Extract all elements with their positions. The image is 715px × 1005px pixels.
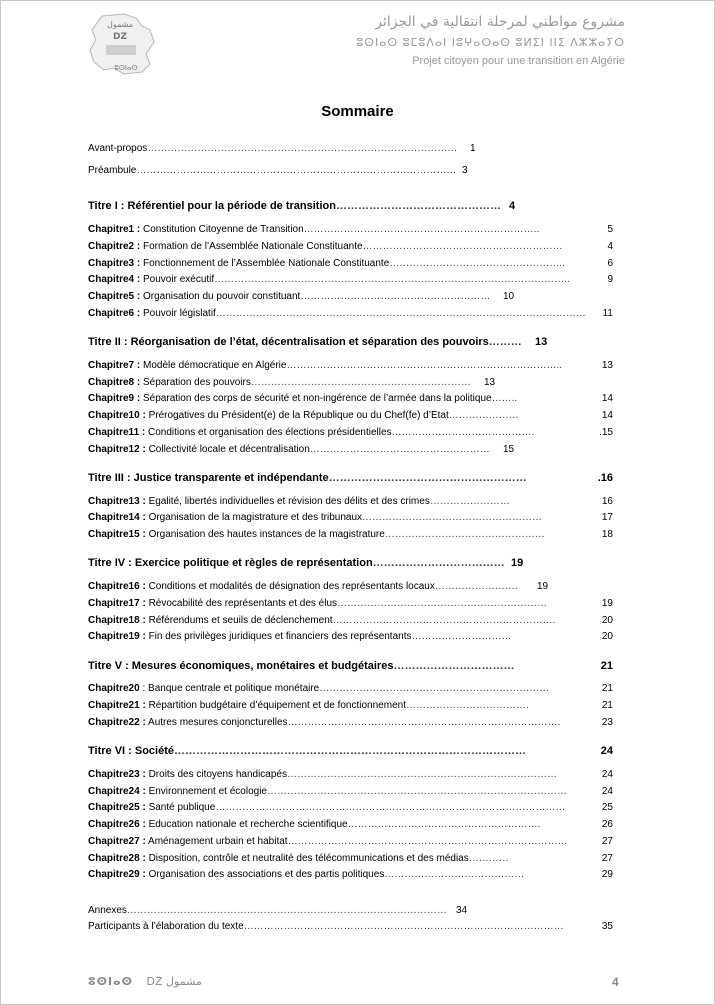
toc-chapter-number: Chapitre5 : (88, 291, 141, 302)
toc-page-number: 21 (601, 683, 613, 694)
toc-chapter-entry[interactable] (88, 802, 613, 818)
toc-entry-label (88, 512, 542, 523)
toc-entry-label (88, 427, 534, 438)
toc-entry-title: Santé publique (145, 802, 216, 813)
toc-page-number: 20 (601, 631, 613, 642)
toc-entry-title: Collectivité locale et décentralisation (145, 444, 310, 455)
toc-leader-dots: …………………………………………………………. (332, 615, 556, 626)
toc-entry-label (88, 745, 526, 757)
toc-leader-dots: …………………………………………………………….. (303, 224, 540, 235)
toc-page-number: 29 (601, 869, 613, 880)
toc-chapter-entry[interactable] (88, 512, 613, 528)
toc-chapter-number: Chapitre10 : (88, 410, 146, 421)
toc-page-number: 24 (600, 745, 613, 757)
toc-leader-dots: ……………………………………………… (362, 512, 543, 523)
toc-section-heading[interactable] (88, 336, 613, 352)
toc-entry-label (88, 836, 568, 847)
toc-chapter-entry[interactable] (88, 444, 613, 460)
toc-leader-dots: ……………………………… (372, 557, 505, 569)
toc-chapter-entry[interactable] (88, 700, 613, 716)
toc-leader-dots: …….. (491, 393, 518, 404)
toc-page-number: 35 (601, 921, 613, 932)
toc-leader-dots: …………………………… (393, 660, 515, 672)
toc-chapter-entry[interactable] (88, 717, 613, 733)
toc-entry-title: Titre I : Référentiel pour la période de transition (88, 200, 336, 212)
toc-page-number: 9 (607, 274, 613, 285)
toc-entry-label (88, 308, 586, 319)
toc-entry-label (88, 529, 545, 540)
toc-page-number: 3 (462, 165, 468, 176)
toc-leader-dots: ……………………. (434, 581, 518, 592)
toc-section-heading[interactable] (88, 200, 613, 216)
toc-leader-dots: …………………………………………………… (362, 241, 563, 252)
toc-entry-title: Titre II : Réorganisation de l’état, décentralisation et séparation des pouvoirs (88, 336, 489, 348)
toc-entry[interactable] (88, 905, 613, 921)
toc-chapter-number: Chapitre3 : (88, 258, 141, 269)
toc-leader-dots: ……………………………………………………………………….. (286, 360, 562, 371)
header-tifinagh: ⵓⵙⵏⴰⵙ ⵓⵎⵓⴷⴰⵏ ⵏⵓⵖⴰⵔⴰⵙ ⵓⵍⵉⵏ ⵏⵏⵉ ⴷⵣⵣⴰⵢⵔ (356, 36, 625, 49)
toc-leader-dots: ………………………………………………………………………………………………… (215, 308, 586, 319)
toc-entry-title: Organisation des associations et des partis politiques (145, 869, 385, 880)
toc-leader-dots: ……………………………………………………… (337, 598, 548, 609)
toc-leader-dots: ……………………………………………………………………… (286, 769, 557, 780)
header-arabic: مشروع مواطني لمرحلة انتقالية في الجزائر (375, 14, 625, 30)
toc-chapter-number: Chapitre21 : (88, 700, 146, 711)
toc-leader-dots: …………………………………… (384, 869, 525, 880)
toc-entry-title: Environnement et écologie (145, 786, 267, 797)
toc-entry-label (88, 241, 563, 252)
toc-section-heading[interactable] (88, 557, 613, 573)
toc-chapter-number: Chapitre13 : (88, 496, 146, 507)
toc-entry-label (88, 377, 471, 388)
toc-leader-dots: ………………………………………………… (300, 291, 491, 302)
toc-page-number: 23 (601, 717, 613, 728)
toc-chapter-number: Chapitre2 : (88, 241, 141, 252)
toc-entry-label (88, 200, 501, 212)
toc-page-number: 13 (535, 336, 548, 348)
toc-page-number: 16 (601, 496, 613, 507)
toc-page-number: 26 (601, 819, 613, 830)
toc-entry-title: Organisation de la magistrature et des tribunaux (145, 512, 363, 523)
toc-entry-label (88, 143, 457, 154)
toc-page-number: 27 (601, 853, 613, 864)
toc-page-number: 4 (509, 200, 516, 212)
toc-entry-label (88, 660, 514, 672)
toc-page-number: 6 (607, 258, 613, 269)
toc-entry-label (88, 598, 547, 609)
toc-entry-label (88, 819, 540, 830)
toc-entry-title: Conditions et organisation des élections présidentielles (145, 427, 392, 438)
toc-entry-label (88, 291, 490, 302)
toc-section-heading[interactable] (88, 660, 613, 676)
toc-chapter-number: Chapitre1 : (88, 224, 141, 235)
toc-chapter-entry[interactable] (88, 496, 613, 512)
toc-entry-title: Education nationale et recherche scientifique (145, 819, 348, 830)
toc-entry-label (88, 631, 512, 642)
toc-chapter-number: Chapitre6 : (88, 308, 141, 319)
toc-leader-dots: …………………………………………………………………………………… (243, 921, 564, 932)
toc-leader-dots: ………………………………. (405, 700, 529, 711)
toc-chapter-entry[interactable] (88, 683, 613, 699)
toc-entry-label (88, 224, 539, 235)
toc-leader-dots: …………………………………………………. (347, 819, 541, 830)
toc-chapter-entry[interactable] (88, 291, 613, 307)
toc-page-number: 13 (601, 360, 613, 371)
toc-entry-title: Droits des citoyens handicapés (145, 769, 287, 780)
toc-chapter-entry[interactable] (88, 631, 613, 647)
toc-entry-title: Révocabilité des représentants et des élus (145, 598, 338, 609)
toc-leader-dots: ………………………………………………………………………………… (147, 143, 458, 154)
logo (84, 12, 158, 78)
toc-entry-title: Titre V : Mesures économiques, monétaires et budgétaires (88, 660, 394, 672)
toc-leader-dots: …………………………………………………………………………………………….. (214, 274, 570, 285)
footer-tifinagh: ⵓⵙⵏⴰⵙ (88, 975, 134, 988)
toc-page-number: 19 (511, 557, 524, 569)
toc-chapter-number: Chapitre7 : (88, 360, 141, 371)
toc-leader-dots: ……… (488, 336, 522, 348)
toc-entry-title: Organisation des hautes instances de la magistrature (145, 529, 385, 540)
toc-entry-title: : Banque centrale et politique monétaire (139, 683, 320, 694)
toc-entry-label (88, 700, 529, 711)
toc-entry-title: Organisation du pouvoir constituant (140, 291, 301, 302)
toc-leader-dots: …………………………………………………………………………………… (136, 165, 457, 176)
toc-entry-label (88, 802, 565, 813)
toc-page-number: 14 (601, 410, 613, 421)
toc-page-number: 24 (601, 769, 613, 780)
toc-page-number: 10 (503, 291, 515, 302)
toc-page-number: 13 (484, 377, 496, 388)
toc-entry-title: Fonctionnement de l’Assemblée Nationale Constituante (140, 258, 390, 269)
toc-chapter-number: Chapitre18 : (88, 615, 146, 626)
logo-text-bottom: ⵓⵙⵏⴰⵙ (114, 64, 138, 72)
toc-entry-title: Référendums et seuils de déclenchement (145, 615, 333, 626)
toc-entry-label (88, 274, 570, 285)
toc-page-number: .15 (599, 427, 613, 438)
toc-entry[interactable] (88, 921, 613, 937)
toc-entry-title: Disposition, contrôle et neutralité des télécommunications et des médias (145, 853, 469, 864)
toc-entry-title: Pouvoir législatif (140, 308, 216, 319)
toc-leader-dots: ………………………… (411, 631, 512, 642)
toc-entry-title: Aménagement urbain et habitat (145, 836, 288, 847)
page-title: Sommaire (321, 103, 394, 120)
toc-chapter-entry[interactable] (88, 615, 613, 631)
toc-entry-title: Annexes (88, 905, 127, 916)
toc-entry-label (88, 393, 517, 404)
toc-leader-dots: …………………… (429, 496, 510, 507)
toc-entry-title: Séparation des pouvoirs (140, 377, 251, 388)
toc-leader-dots: ……………………………………………… (309, 444, 490, 455)
toc-entry-title: Préambule (88, 165, 137, 176)
toc-entry-label (88, 869, 524, 880)
toc-section-heading[interactable] (88, 472, 613, 488)
toc-entry-label (88, 786, 567, 797)
page-header (356, 14, 625, 67)
toc-page-number: 18 (601, 529, 613, 540)
toc-chapter-number: Chapitre12 : (88, 444, 146, 455)
toc-section-heading[interactable] (88, 745, 613, 761)
toc-leader-dots: …………………………………………………………………………………… (126, 905, 447, 916)
toc-page-number: 20 (601, 615, 613, 626)
toc-entry-title: Egalité, libertés individuelles et révision des délits et des crimes (145, 496, 430, 507)
toc-page-number: 1 (470, 143, 476, 154)
toc-page-number: 19 (537, 581, 549, 592)
toc-entry-label (88, 496, 510, 507)
toc-page-number: 24 (601, 786, 613, 797)
toc-chapter-entry[interactable] (88, 598, 613, 614)
toc-entry-title: Séparation des corps de sécurité et non-ingérence de l’armée dans la politique (140, 393, 492, 404)
toc-entry[interactable] (88, 143, 613, 159)
toc-entry-label (88, 557, 505, 569)
toc-entry-label (88, 360, 562, 371)
toc-page-number: 14 (601, 393, 613, 404)
toc-chapter-entry[interactable] (88, 393, 613, 409)
toc-entry[interactable] (88, 165, 613, 181)
toc-entry-label (88, 717, 560, 728)
toc-chapter-number: Chapitre19 : (88, 631, 146, 642)
toc-chapter-number: Chapitre25 : (88, 802, 146, 813)
toc-entry-title: Constitution Citoyenne de Transition (140, 224, 304, 235)
toc-chapter-number: Chapitre15 : (88, 529, 146, 540)
toc-chapter-number: Chapitre27 : (88, 836, 146, 847)
toc-leader-dots: ……………………………………. (391, 427, 535, 438)
toc-leader-dots: ……………………………………… (335, 200, 501, 212)
toc-entry-label (88, 683, 549, 694)
toc-chapter-entry[interactable] (88, 274, 613, 290)
toc-chapter-entry[interactable] (88, 308, 613, 324)
toc-chapter-number: Chapitre28 : (88, 853, 146, 864)
toc-chapter-number: Chapitre20 (88, 683, 140, 694)
toc-chapter-entry[interactable] (88, 869, 613, 885)
toc-page-number: 34 (456, 905, 468, 916)
toc-page-number: 25 (601, 802, 613, 813)
toc-page-number: 5 (607, 224, 613, 235)
toc-leader-dots: ………………… (448, 410, 519, 421)
toc-chapter-number: Chapitre4 : (88, 274, 141, 285)
toc-chapter-entry[interactable] (88, 581, 613, 597)
toc-entry-title: Formation de l’Assemblée Nationale Constituante (140, 241, 363, 252)
toc-leader-dots: ……………………………………………………………………………… (266, 786, 567, 797)
logo-text-dz: DZ (113, 32, 127, 42)
toc-entry-title: Titre III : Justice transparente et indépendante (88, 472, 329, 484)
toc-chapter-number: Chapitre17 : (88, 598, 146, 609)
toc-chapter-entry[interactable] (88, 427, 613, 443)
toc-entry-label (88, 921, 564, 932)
toc-chapter-entry[interactable] (88, 786, 613, 802)
toc-chapter-entry[interactable] (88, 819, 613, 835)
toc-chapter-number: Chapitre16 : (88, 581, 146, 592)
toc-leader-dots: …………………………………………….. (389, 258, 565, 269)
toc-entry-label (88, 905, 447, 916)
toc-entry-title: Autres mesures conjoncturelles (145, 717, 288, 728)
toc-chapter-entry[interactable] (88, 224, 613, 240)
toc-entry-label (88, 258, 565, 269)
toc-entry-title: Participants à l’élaboration du texte (88, 921, 244, 932)
toc-chapter-entry[interactable] (88, 360, 613, 376)
toc-leader-dots: ………… (468, 853, 509, 864)
toc-entry-title: Pouvoir exécutif (140, 274, 215, 285)
toc-leader-dots: …………………………………………………………………………………………… (215, 802, 566, 813)
header-french: Projet citoyen pour une transition en Algérie (412, 55, 625, 67)
toc-chapter-number: Chapitre22 : (88, 717, 146, 728)
toc-entry-label (88, 615, 555, 626)
toc-page-number: .16 (597, 472, 613, 484)
toc-entry-title: Conditions et modalités de désignation des représentants locaux (145, 581, 435, 592)
footer-text: DZ مشمول (146, 975, 202, 988)
toc-chapter-number: Chapitre23 : (88, 769, 146, 780)
toc-page-number: 27 (601, 836, 613, 847)
toc-entry-title: Fin des privilèges juridiques et financiers des représentants (145, 631, 412, 642)
toc-chapter-entry[interactable] (88, 241, 613, 257)
toc-page-number: 21 (600, 660, 613, 672)
toc-leader-dots: …………………………………………………………………………………… (174, 745, 526, 757)
toc-page-number: 11 (602, 308, 613, 319)
toc-entry-label (88, 410, 519, 421)
toc-entry-title: Prérogatives du Président(e) de la République ou du Chef(fe) d’Etat (145, 410, 449, 421)
toc-leader-dots: ………………………………………………………………………. (287, 717, 561, 728)
footer-label (88, 975, 202, 988)
toc-entry-label (88, 444, 490, 455)
toc-chapter-entry[interactable] (88, 836, 613, 852)
toc-entry-label (88, 472, 527, 484)
toc-chapter-entry[interactable] (88, 769, 613, 785)
toc-chapter-number: Chapitre14 : (88, 512, 146, 523)
toc-leader-dots: ……………………………………………… (328, 472, 527, 484)
toc-page-number: 21 (601, 700, 613, 711)
toc-chapter-entry[interactable] (88, 529, 613, 545)
toc-entry-title: Avant-propos (88, 143, 148, 154)
toc-chapter-entry[interactable] (88, 377, 613, 393)
toc-page-number: 15 (503, 444, 515, 455)
toc-chapter-number: Chapitre11 : (88, 427, 146, 438)
toc-leader-dots: …………………………………………………………… (319, 683, 550, 694)
toc-chapter-entry[interactable] (88, 410, 613, 426)
toc-chapter-number: Chapitre24 : (88, 786, 146, 797)
toc-entry-title: Modèle démocratique en Algérie (140, 360, 287, 371)
toc-chapter-number: Chapitre26 : (88, 819, 146, 830)
toc-page-number: 17 (601, 512, 613, 523)
toc-leader-dots: ………………………………………………………………………… (287, 836, 568, 847)
toc-chapter-entry[interactable] (88, 853, 613, 869)
toc-chapter-number: Chapitre29 : (88, 869, 146, 880)
toc-page-number: 19 (601, 598, 613, 609)
toc-entry-title: Titre VI : Société (88, 745, 174, 757)
toc-entry-label (88, 853, 509, 864)
toc-entry-label (88, 336, 522, 348)
toc-leader-dots: ………………………………………………………… (250, 377, 471, 388)
toc-entry-title: Répartition budgétaire d’équipement et de fonctionnement (145, 700, 406, 711)
toc-entry-label (88, 769, 557, 780)
page-number: 4 (612, 975, 619, 989)
toc-chapter-entry[interactable] (88, 258, 613, 274)
toc-chapter-number: Chapitre9 : (88, 393, 141, 404)
toc-entry-title: Titre IV : Exercice politique et règles de représentation (88, 557, 373, 569)
logo-text-top: مشمول (107, 20, 133, 29)
toc-entry-label (88, 165, 456, 176)
toc-leader-dots: ………………………………………… (384, 529, 545, 540)
toc-entry-label (88, 581, 518, 592)
toc-page-number: 4 (607, 241, 613, 252)
toc-chapter-number: Chapitre8 : (88, 377, 141, 388)
